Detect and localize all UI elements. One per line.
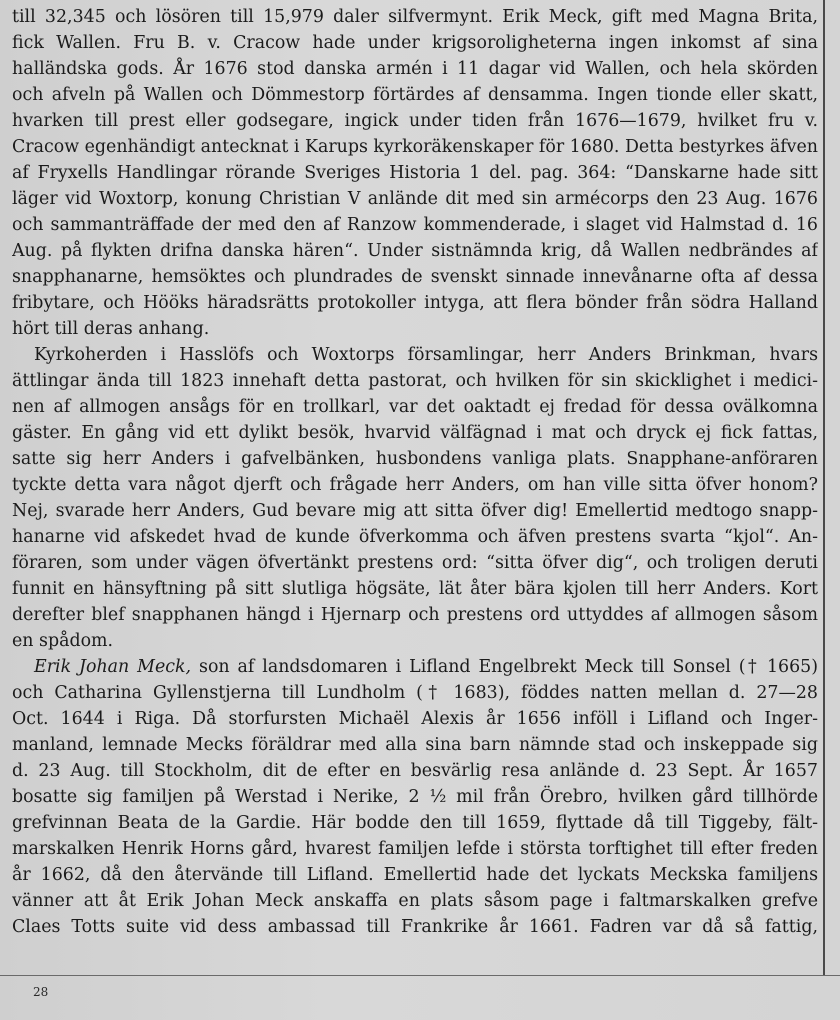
body-text [12,4,818,940]
text-line: Erik Johan Meck, son af landsdomaren i Lifland Engelbrekt Meck till Sonsel († 1665) [34,657,818,677]
text-line: d. 23 Aug. till Stockholm, dit de efter en besvärlig resa anlände d. 23 Sept. År 1657 [12,761,818,781]
text-line: år 1662, då den återvände till Lifland. Emellertid hade det lyckats Meckska familjens [12,865,818,885]
text-line: Cracow egenhändigt antecknat i Karups kyrkoräkenskaper för 1680. Detta bestyrkes äfven [12,137,818,157]
text-line: grefvinnan Beata de la Gardie. Här bodde den till 1659, flyttade då till Tiggeby, fält- [12,813,818,833]
text-line: och afveln på Wallen och Dömmestorp förtärdes af densamma. Ingen tionde eller skatt, [12,85,818,105]
text-line: Kyrkoherden i Hasslöfs och Woxtorps församlingar, herr Anders Brinkman, hvars [34,345,818,365]
text-line: och Catharina Gyllenstjerna till Lundholm († 1683), föddes natten mellan d. 27—28 [12,683,818,703]
footer-rule [0,975,840,976]
text-line: tyckte detta vara något djerft och frågade herr Anders, om han ville sitta öfver honom? [12,475,818,495]
text-line: Oct. 1644 i Riga. Då storfursten Michaël Alexis år 1656 inföll i Lifland och Inger- [12,709,818,729]
text-line: och sammanträffade der med den af Ranzow kommenderade, i slaget vid Halmstad d. 16 [12,215,818,235]
text-line: hanarne vid afskedet hvad de kunde öfverkomma och äfven prestens svarta “kjol“. An- [12,527,818,547]
text-line: af Fryxells Handlingar rörande Sveriges Historia 1 del. pag. 364: “Danskarne hade sitt [12,163,818,183]
text-line: bosatte sig familjen på Werstad i Nerike, 2 ½ mil från Örebro, hvilken gård tillhörde [12,787,818,807]
text-line: till 32,345 och lösören till 15,979 daler silfvermynt. Erik Meck, gift med Magna Brita, [12,7,818,27]
text-line: snapphanarne, hemsöktes och plundrades de svenskt sinnade innevånarne ofta af dessa [12,267,818,287]
text-line: derefter blef snapphanen hängd i Hjernarp och prestens ord uttyddes af allmogen såsom [12,605,818,625]
page-number: 28 [33,985,49,999]
text-line: en spådom. [12,631,114,651]
text-line: halländska gods. År 1676 stod danska armén i 11 dagar vid Wallen, och hela skörden [12,59,818,79]
italic-name: Erik Johan Meck, [34,657,192,677]
text-line: föraren, som under vägen öfvertänkt prestens ord: “sitta öfver dig“, och troligen deruti [12,553,818,573]
text-line: marskalken Henrik Horns gård, hvarest familjen lefde i största torftighet till efter freden [12,839,818,859]
text-line: gäster. En gång vid ett dylikt besök, hvarvid välfägnad i mat och dryck ej fick fattas, [12,423,818,443]
text-line: fribytare, och Hööks häradsrätts protokoller intyga, att flera bönder från södra Halland [12,293,818,313]
text-line: läger vid Woxtorp, konung Christian V anlände dit med sin armécorps den 23 Aug. 1676 [12,189,818,209]
text-line: Claes Totts suite vid dess ambassad till Frankrike år 1661. Fadren var då så fattig, [12,917,818,937]
text-line: hvarken till prest eller godsegare, ingick under tiden från 1676—1679, hvilket fru v. [12,111,818,131]
text-line: Aug. på flykten drifna danska hären“. Under sistnämnda krig, då Wallen nedbrändes af [12,241,818,261]
text-line: satte sig herr Anders i gafvelbänken, husbondens vanliga plats. Snapphane-anföraren [12,449,818,469]
text-line: Nej, svarade herr Anders, Gud bevare mig att sitta öfver dig! Emellertid medtogo snapp- [12,501,818,521]
text-line: funnit en hänsyftning på sitt slutliga högsäte, lät åter bära kjolen till herr Anders. Kort [12,579,818,599]
text-line: nen af allmogen ansågs för en trollkarl, var det oaktadt ej fredad för dessa ovälkomna [12,397,818,417]
margin-rule [823,0,825,975]
text-line: fick Wallen. Fru B. v. Cracow hade under krigsoroligheterna ingen inkomst af sina [12,33,818,53]
text-line: hört till deras anhang. [12,319,210,339]
text-line: manland, lemnade Mecks föräldrar med alla sina barn nämnde stad och inskeppade sig [12,735,818,755]
text-line: ättlingar ända till 1823 innehaft detta pastorat, och hvilken för sin skicklighet i medici- [12,371,818,391]
text-line: vänner att åt Erik Johan Meck anskaffa en plats såsom page i faltmarskalken grefve [12,891,818,911]
